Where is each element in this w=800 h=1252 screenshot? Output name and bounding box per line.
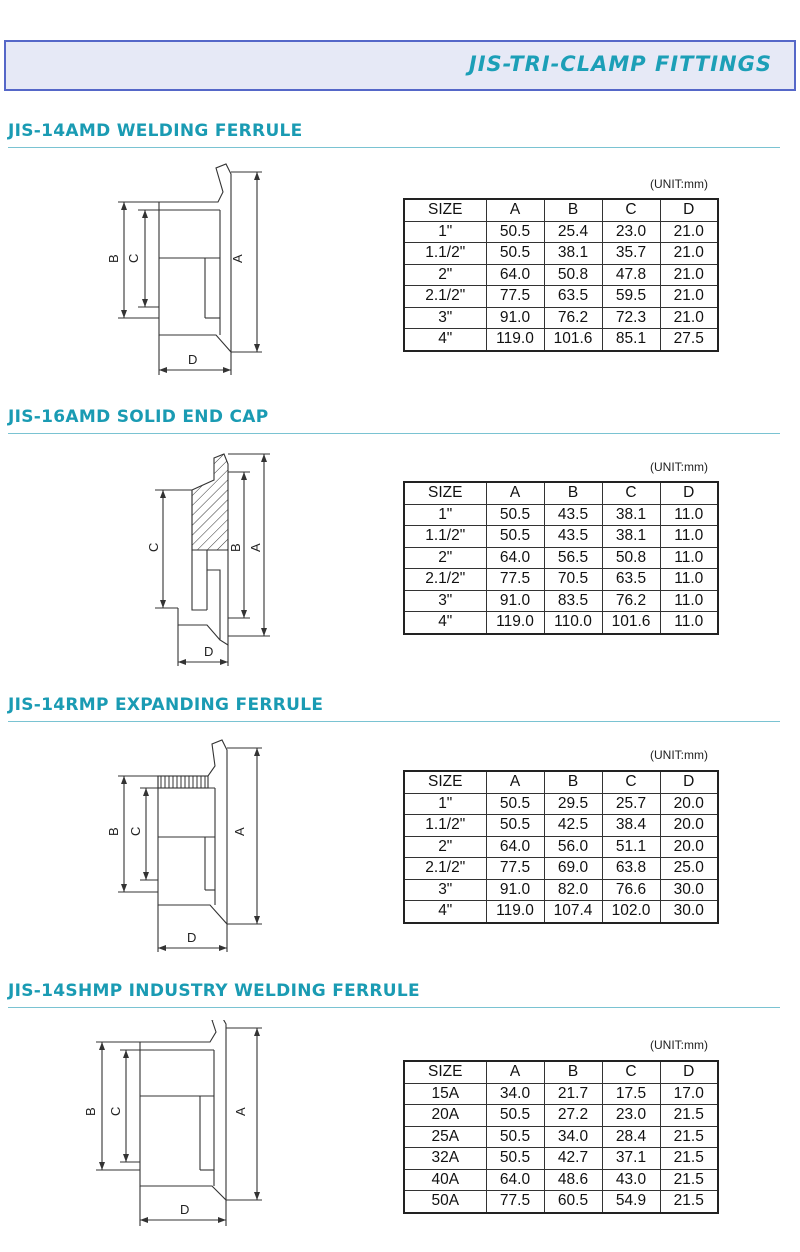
table-row: [404, 526, 718, 548]
table-header-row: [404, 482, 718, 504]
section-divider: [8, 433, 780, 434]
table-row: [404, 547, 718, 569]
column-header: C: [602, 482, 660, 504]
table-cell: 34.0: [486, 1083, 544, 1105]
column-header: B: [544, 1061, 602, 1083]
table-cell: 11.0: [660, 547, 718, 569]
table-cell: 4": [404, 329, 486, 351]
column-header: A: [486, 199, 544, 221]
column-header: B: [544, 771, 602, 793]
table-cell: 43.5: [544, 526, 602, 548]
table-cell: 101.6: [602, 612, 660, 634]
table-row: [404, 243, 718, 265]
table-cell: 38.1: [544, 243, 602, 265]
table-cell: 110.0: [544, 612, 602, 634]
dim-label-d: D: [180, 1202, 190, 1217]
table-cell: 50.8: [544, 264, 602, 286]
table-cell: 64.0: [486, 264, 544, 286]
table-cell: 2.1/2": [404, 569, 486, 591]
table-cell: 50.8: [602, 547, 660, 569]
table-cell: 40A: [404, 1169, 486, 1191]
table-row: [404, 612, 718, 634]
table-cell: 50.5: [486, 526, 544, 548]
column-header: D: [660, 199, 718, 221]
table-cell: 91.0: [486, 307, 544, 329]
dim-label-b: B: [83, 1107, 98, 1116]
table-cell: 48.6: [544, 1169, 602, 1191]
table-cell: 21.0: [660, 221, 718, 243]
column-header: D: [660, 771, 718, 793]
table-cell: 77.5: [486, 569, 544, 591]
table-cell: 50.5: [486, 815, 544, 837]
table-cell: 107.4: [544, 901, 602, 923]
table-cell: 4": [404, 612, 486, 634]
table-cell: 50.5: [486, 1105, 544, 1127]
table-cell: 1": [404, 221, 486, 243]
table-cell: 15A: [404, 1083, 486, 1105]
table-row: [404, 286, 718, 308]
table-cell: 119.0: [486, 329, 544, 351]
table-cell: 20.0: [660, 836, 718, 858]
table-cell: 91.0: [486, 879, 544, 901]
table-cell: 34.0: [544, 1126, 602, 1148]
table-cell: 3": [404, 879, 486, 901]
table-cell: 72.3: [602, 307, 660, 329]
table-cell: 38.1: [602, 504, 660, 526]
unit-label: (UNIT:mm): [650, 460, 708, 474]
table-cell: 23.0: [602, 221, 660, 243]
section-divider: [8, 1007, 780, 1008]
solid-end-cap-drawing: [0, 440, 380, 670]
table-cell: 35.7: [602, 243, 660, 265]
column-header: D: [660, 1061, 718, 1083]
table-row: [404, 569, 718, 591]
dim-label-b: B: [228, 543, 243, 552]
table-row: [404, 879, 718, 901]
table-cell: 77.5: [486, 858, 544, 880]
table-cell: 63.5: [544, 286, 602, 308]
table-cell: 3": [404, 590, 486, 612]
table-row: [404, 815, 718, 837]
column-header: A: [486, 482, 544, 504]
table-cell: 21.5: [660, 1105, 718, 1127]
table-cell: 50.5: [486, 793, 544, 815]
table-row: [404, 793, 718, 815]
table-cell: 56.5: [544, 547, 602, 569]
table-cell: 63.8: [602, 858, 660, 880]
column-header: A: [486, 1061, 544, 1083]
table-cell: 25.7: [602, 793, 660, 815]
dim-label-c: C: [128, 826, 143, 836]
dim-label-a: A: [232, 827, 247, 836]
table-cell: 119.0: [486, 612, 544, 634]
table-cell: 76.6: [602, 879, 660, 901]
table-cell: 1": [404, 793, 486, 815]
table-row: [404, 858, 718, 880]
section-divider: [8, 147, 780, 148]
table-cell: 70.5: [544, 569, 602, 591]
table-cell: 43.0: [602, 1169, 660, 1191]
table-cell: 2": [404, 264, 486, 286]
table-cell: 50.5: [486, 1148, 544, 1170]
table-cell: 38.4: [602, 815, 660, 837]
dimension-table-welding-ferrule: [403, 198, 719, 352]
table-row: [404, 264, 718, 286]
table-cell: 37.1: [602, 1148, 660, 1170]
table-cell: 20A: [404, 1105, 486, 1127]
table-cell: 21.0: [660, 307, 718, 329]
table-cell: 3": [404, 307, 486, 329]
table-cell: 30.0: [660, 901, 718, 923]
table-cell: 1.1/2": [404, 815, 486, 837]
table-cell: 2.1/2": [404, 286, 486, 308]
table-cell: 2": [404, 836, 486, 858]
dim-label-c: C: [146, 542, 161, 552]
unit-label: (UNIT:mm): [650, 1038, 708, 1052]
table-cell: 50.5: [486, 243, 544, 265]
table-cell: 50.5: [486, 221, 544, 243]
table-row: [404, 1191, 718, 1213]
table-cell: 4": [404, 901, 486, 923]
table-cell: 11.0: [660, 504, 718, 526]
dimension-table-solid-end-cap: [403, 481, 719, 635]
table-row: [404, 1105, 718, 1127]
column-header: SIZE: [404, 771, 486, 793]
table-cell: 25A: [404, 1126, 486, 1148]
table-cell: 43.5: [544, 504, 602, 526]
column-header: B: [544, 482, 602, 504]
table-cell: 29.5: [544, 793, 602, 815]
table-cell: 119.0: [486, 901, 544, 923]
table-row: [404, 1083, 718, 1105]
table-row: [404, 221, 718, 243]
table-cell: 2": [404, 547, 486, 569]
table-cell: 21.0: [660, 286, 718, 308]
table-cell: 25.4: [544, 221, 602, 243]
dim-label-d: D: [204, 644, 214, 659]
dim-label-c: C: [126, 253, 141, 263]
table-row: [404, 504, 718, 526]
table-cell: 11.0: [660, 526, 718, 548]
table-cell: 11.0: [660, 612, 718, 634]
table-cell: 11.0: [660, 590, 718, 612]
column-header: B: [544, 199, 602, 221]
table-cell: 85.1: [602, 329, 660, 351]
table-cell: 11.0: [660, 569, 718, 591]
dim-label-a: A: [230, 254, 245, 263]
table-cell: 38.1: [602, 526, 660, 548]
table-cell: 50.5: [486, 1126, 544, 1148]
industry-welding-ferrule-drawing: [0, 1020, 380, 1240]
table-cell: 27.2: [544, 1105, 602, 1127]
table-cell: 30.0: [660, 879, 718, 901]
dim-label-d: D: [188, 352, 198, 367]
table-cell: 64.0: [486, 547, 544, 569]
table-cell: 76.2: [544, 307, 602, 329]
column-header: C: [602, 771, 660, 793]
table-row: [404, 1148, 718, 1170]
table-cell: 82.0: [544, 879, 602, 901]
table-cell: 25.0: [660, 858, 718, 880]
table-cell: 50.5: [486, 504, 544, 526]
table-cell: 27.5: [660, 329, 718, 351]
section-title-welding-ferrule: JIS-14AMD WELDING FERRULE: [8, 121, 303, 141]
section-title-expanding-ferrule: JIS-14RMP EXPANDING FERRULE: [8, 695, 324, 715]
table-cell: 54.9: [602, 1191, 660, 1213]
table-cell: 60.5: [544, 1191, 602, 1213]
dim-label-a: A: [233, 1107, 248, 1116]
table-cell: 17.5: [602, 1083, 660, 1105]
table-row: [404, 590, 718, 612]
section-divider: [8, 721, 780, 722]
expanding-ferrule-drawing: [0, 730, 380, 960]
column-header: SIZE: [404, 1061, 486, 1083]
dim-label-a: A: [248, 543, 263, 552]
table-cell: 21.0: [660, 264, 718, 286]
table-cell: 20.0: [660, 793, 718, 815]
table-cell: 17.0: [660, 1083, 718, 1105]
table-cell: 21.0: [660, 243, 718, 265]
dimension-table-industry-welding-ferrule: [403, 1060, 719, 1214]
table-cell: 21.7: [544, 1083, 602, 1105]
column-header: SIZE: [404, 482, 486, 504]
table-cell: 59.5: [602, 286, 660, 308]
table-cell: 32A: [404, 1148, 486, 1170]
table-cell: 56.0: [544, 836, 602, 858]
table-cell: 50A: [404, 1191, 486, 1213]
column-header: A: [486, 771, 544, 793]
table-cell: 23.0: [602, 1105, 660, 1127]
welding-ferrule-drawing: [0, 150, 380, 385]
column-header: C: [602, 1061, 660, 1083]
table-cell: 21.5: [660, 1148, 718, 1170]
table-cell: 28.4: [602, 1126, 660, 1148]
table-cell: 76.2: [602, 590, 660, 612]
table-cell: 42.5: [544, 815, 602, 837]
table-cell: 21.5: [660, 1169, 718, 1191]
table-cell: 69.0: [544, 858, 602, 880]
table-cell: 1.1/2": [404, 526, 486, 548]
dimension-table-expanding-ferrule: [403, 770, 719, 924]
header-banner: [4, 40, 796, 91]
table-cell: 1": [404, 504, 486, 526]
table-cell: 51.1: [602, 836, 660, 858]
table-cell: 63.5: [602, 569, 660, 591]
section-title-solid-end-cap: JIS-16AMD SOLID END CAP: [8, 407, 269, 427]
table-cell: 2.1/2": [404, 858, 486, 880]
column-header: D: [660, 482, 718, 504]
table-cell: 42.7: [544, 1148, 602, 1170]
table-cell: 83.5: [544, 590, 602, 612]
table-header-row: [404, 771, 718, 793]
unit-label: (UNIT:mm): [650, 177, 708, 191]
dim-label-c: C: [108, 1106, 123, 1116]
dim-label-d: D: [187, 930, 197, 945]
table-cell: 64.0: [486, 1169, 544, 1191]
table-row: [404, 329, 718, 351]
table-cell: 64.0: [486, 836, 544, 858]
table-cell: 20.0: [660, 815, 718, 837]
table-cell: 21.5: [660, 1191, 718, 1213]
column-header: C: [602, 199, 660, 221]
table-row: [404, 307, 718, 329]
table-header-row: [404, 1061, 718, 1083]
table-cell: 1.1/2": [404, 243, 486, 265]
column-header: SIZE: [404, 199, 486, 221]
table-cell: 21.5: [660, 1126, 718, 1148]
table-row: [404, 901, 718, 923]
table-row: [404, 1126, 718, 1148]
table-header-row: [404, 199, 718, 221]
table-cell: 91.0: [486, 590, 544, 612]
dim-label-b: B: [106, 254, 121, 263]
page-title: JIS-TRI-CLAMP FITTINGS: [468, 52, 772, 76]
table-cell: 77.5: [486, 1191, 544, 1213]
table-cell: 47.8: [602, 264, 660, 286]
dim-label-b: B: [106, 827, 121, 836]
unit-label: (UNIT:mm): [650, 748, 708, 762]
section-title-industry-welding-ferrule: JIS-14SHMP INDUSTRY WELDING FERRULE: [8, 981, 420, 1001]
table-cell: 101.6: [544, 329, 602, 351]
table-cell: 102.0: [602, 901, 660, 923]
table-row: [404, 836, 718, 858]
table-cell: 77.5: [486, 286, 544, 308]
table-row: [404, 1169, 718, 1191]
